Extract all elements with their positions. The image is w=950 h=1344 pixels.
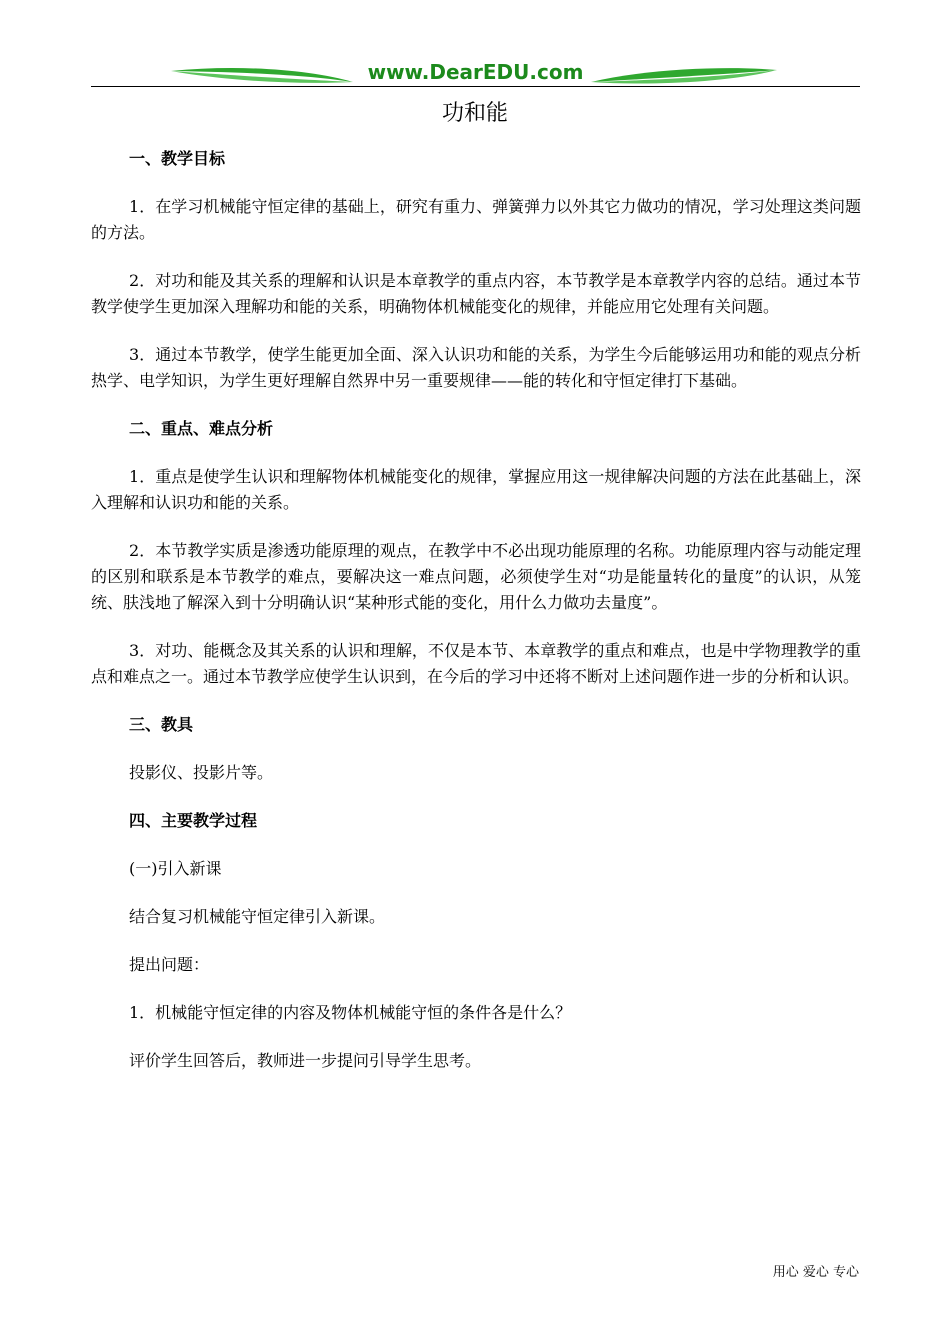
paragraph: 3．对功、能概念及其关系的认识和理解，不仅是本节、本章教学的重点和难点，也是中学物理教学的重点和难点之一。通过本节教学应使学生认识到，在今后的学习中还将不断对上述问题作进一步的分析和认识。 (91, 641, 861, 686)
page-title: 功和能 (441, 101, 508, 126)
paragraph: 2．本节教学实质是渗透功能原理的观点，在教学中不必出现功能原理的名称。功能原理内容与动能定理的区别和联系是本节教学的难点，要解决这一难点问题，必须使学生对“功是能量转化的量度”的认识，从笼统、肤浅地了解深入到十分明确认识“某种形式能的变化，用什么力做功去量度”。 (91, 541, 861, 612)
section-heading: 一、教学目标 (129, 149, 226, 168)
site-logo-text[interactable]: www.DearEDU.com (367, 60, 584, 84)
section-heading: 四、主要教学过程 (129, 811, 258, 830)
footer-slogan: 用心 爱心 专心 (772, 1265, 859, 1280)
paragraph: 1．在学习机械能守恒定律的基础上，研究有重力、弹簧弹力以外其它力做功的情况，学习处理这类问题的方法。 (91, 197, 861, 242)
section-heading: 二、重点、难点分析 (129, 419, 274, 438)
paragraph: 投影仪、投影片等。 (129, 763, 274, 782)
paragraph: 2．对功和能及其关系的理解和认识是本章教学的重点内容，本节教学是本章教学内容的总结。通过本节教学使学生更加深入理解功和能的关系，明确物体机械能变化的规律，并能应用它处理有关问题。 (91, 271, 861, 316)
document-body (91, 146, 861, 1096)
paragraph: 3．通过本节教学，使学生能更加全面、深入认识功和能的关系，为学生今后能够运用功和能的观点分析热学、电学知识，为学生更好理解自然界中另一重要规律——能的转化和守恒定律打下基础。 (91, 345, 861, 390)
paragraph: 1．机械能守恒定律的内容及物体机械能守恒的条件各是什么？ (129, 1003, 572, 1022)
paragraph: 1．重点是使学生认识和理解物体机械能变化的规律，掌握应用这一规律解决问题的方法在此基础上，深入理解和认识功和能的关系。 (91, 467, 861, 512)
paragraph: (一)引入新课 (129, 859, 222, 878)
paragraph: 提出问题： (129, 955, 210, 974)
section-heading: 三、教具 (129, 715, 194, 734)
paragraph: 结合复习机械能守恒定律引入新课。 (129, 907, 386, 926)
header-divider (91, 86, 860, 87)
paragraph: 评价学生回答后，教师进一步提问引导学生思考。 (129, 1051, 482, 1070)
